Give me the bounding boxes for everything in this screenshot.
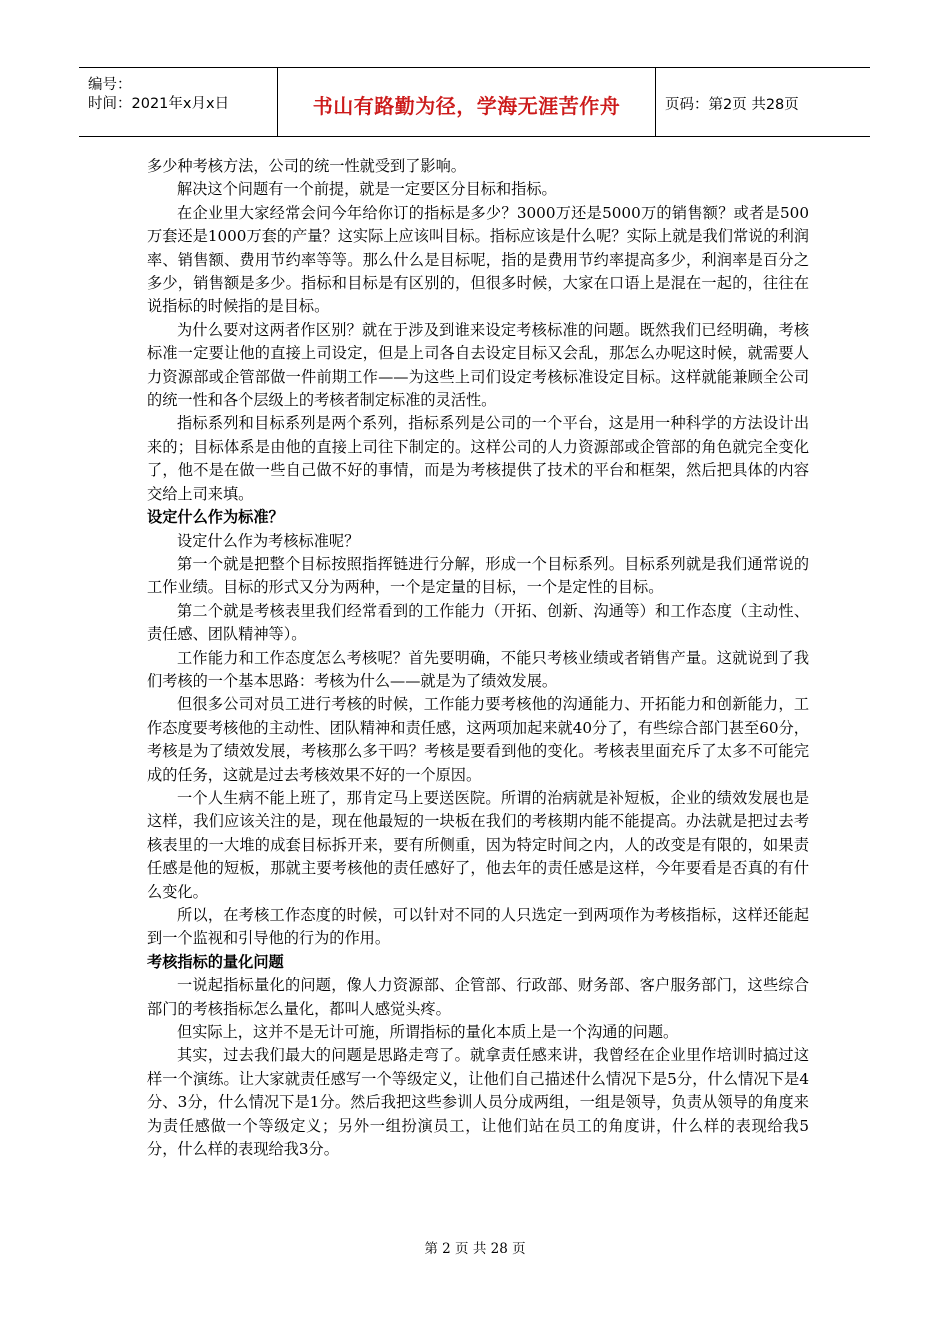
body-paragraph: 一说起指标量化的问题，像人力资源部、企管部、行政部、财务部、客户服务部门，这些综合部门的考核指标怎么量化，都叫人感觉头疼。 <box>147 976 809 1018</box>
header-page-cell <box>656 68 870 136</box>
header-motto-cell <box>278 68 656 136</box>
page-footer <box>0 1237 950 1257</box>
body-paragraph: 工作能力和工作态度怎么考核呢？首先要明确，不能只考核业绩或者销售产量。这就说到了我们考核的一个基本思路：考核为什么——就是为了绩效发展。 <box>147 648 809 690</box>
body-paragraph: 指标系列和目标系列是两个系列，指标系列是公司的一个平台，这是用一种科学的方法设计出来的；目标体系是由他的直接上司往下制定的。这样公司的人力资源部或企管部的角色就完全变化了，他不是在做一些自己做不好的事情，而是为考核提供了技术的平台和框架，然后把具体的内容交给上司来填。 <box>147 414 809 503</box>
document-header <box>79 67 870 137</box>
body-paragraph: 多少种考核方法，公司的统一性就受到了影响。 <box>147 157 466 175</box>
body-paragraph: 但实际上，这并不是无计可施，所谓指标的量化本质上是一个沟通的问题。 <box>177 1023 679 1042</box>
section-heading: 考核指标的量化问题 <box>147 952 284 971</box>
document-time-label: 时间：2021年x月x日 <box>88 96 230 112</box>
body-paragraph: 其实，过去我们最大的问题是思路走弯了。就拿责任感来讲，我曾经在企业里作培训时搞过这样一个演练。让大家就责任感写一个等级定义，让他们自己描述什么情况下是5分，什么情况下是4分、3分，什么情况下是1分。然后我把这些参训人员分成两组，一组是领导，负责从领导的角度来为责任感做一个等级定义；另外一组扮演员工，让他们站在员工的角度讲，什么样的表现给我5分，什么样的表现给我3分。 <box>147 1046 809 1159</box>
body-paragraph: 但很多公司对员工进行考核的时候，工作能力要考核他的沟通能力、开拓能力和创新能力，工作态度要考核他的主动性、团队精神和责任感，这两项加起来就40分了，有些综合部门甚至60分，考核是为了绩效发展，考核那么多干吗？考核是要看到他的变化。考核表里面充斥了太多不可能完成的任务，这就是过去考核效果不好的一个原因。 <box>147 695 809 784</box>
body-paragraph: 解决这个问题有一个前提，就是一定要区分目标和指标。 <box>177 180 557 199</box>
body-paragraph: 第一个就是把整个目标按照指挥链进行分解，形成一个目标系列。目标系列就是我们通常说的工作业绩。目标的形式又分为两种，一个是定量的目标，一个是定性的目标。 <box>147 554 809 597</box>
document-body <box>147 155 809 1161</box>
body-paragraph: 在企业里大家经常会问今年给你订的指标是多少？3000万还是5000万的销售额？或者是500万套还是1000万套的产量？这实际上应该叫目标。指标应该是什么呢？实际上就是我们常说的利润率、销售额、费用节约率等等。那么什么是目标呢，指的是费用节约率提高多少，利润率是百分之多少，销售额是多少。指标和目标是有区别的，但很多时候，大家在口语上是混在一起的，往往在说指标的时候指的是目标。 <box>147 203 809 316</box>
header-page-info: 页码：第2页 共28页 <box>665 97 799 113</box>
body-paragraph: 一个人生病不能上班了，那肯定马上要送医院。所谓的治病就是补短板，企业的绩效发展也是这样，我们应该关注的是，现在他最短的一块板在我们的考核期内能不能提高。办法就是把过去考核表里的一大堆的成套目标拆开来，要有所侧重，因为特定时间之内，人的改变是有限的，如果责任感是他的短板，那就主要考核他的责任感好了，他去年的责任感是这样，今年要看是否真的有什么变化。 <box>147 788 809 901</box>
body-paragraph: 第二个就是考核表里我们经常看到的工作能力（开拓、创新、沟通等）和工作态度（主动性、责任感、团队精神等）。 <box>147 601 809 644</box>
body-paragraph: 为什么要对这两者作区别？就在于涉及到谁来设定考核标准的问题。既然我们已经明确，考核标准一定要让他的直接上司设定，但是上司各自去设定目标又会乱，那怎么办呢这时候，就需要人力资源部或企管部做一件前期工作——为这些上司们设定考核标准设定目标。这样就能兼顾全公司的统一性和各个层级上的考核者制定标准的灵活性。 <box>147 320 809 410</box>
body-paragraph: 设定什么作为考核标准呢？ <box>177 531 360 550</box>
section-heading: 设定什么作为标准？ <box>147 508 284 527</box>
document-number-label: 编号： <box>88 77 132 93</box>
body-paragraph: 所以，在考核工作态度的时候，可以针对不同的人只选定一到两项作为考核指标，这样还能起到一个监视和引导他的行为的作用。 <box>147 906 809 948</box>
header-motto: 书山有路勤为径，学海无涯苦作舟 <box>312 94 621 118</box>
footer-page-number: 第 2 页 共 28 页 <box>424 1241 526 1257</box>
header-meta-cell <box>79 68 278 136</box>
